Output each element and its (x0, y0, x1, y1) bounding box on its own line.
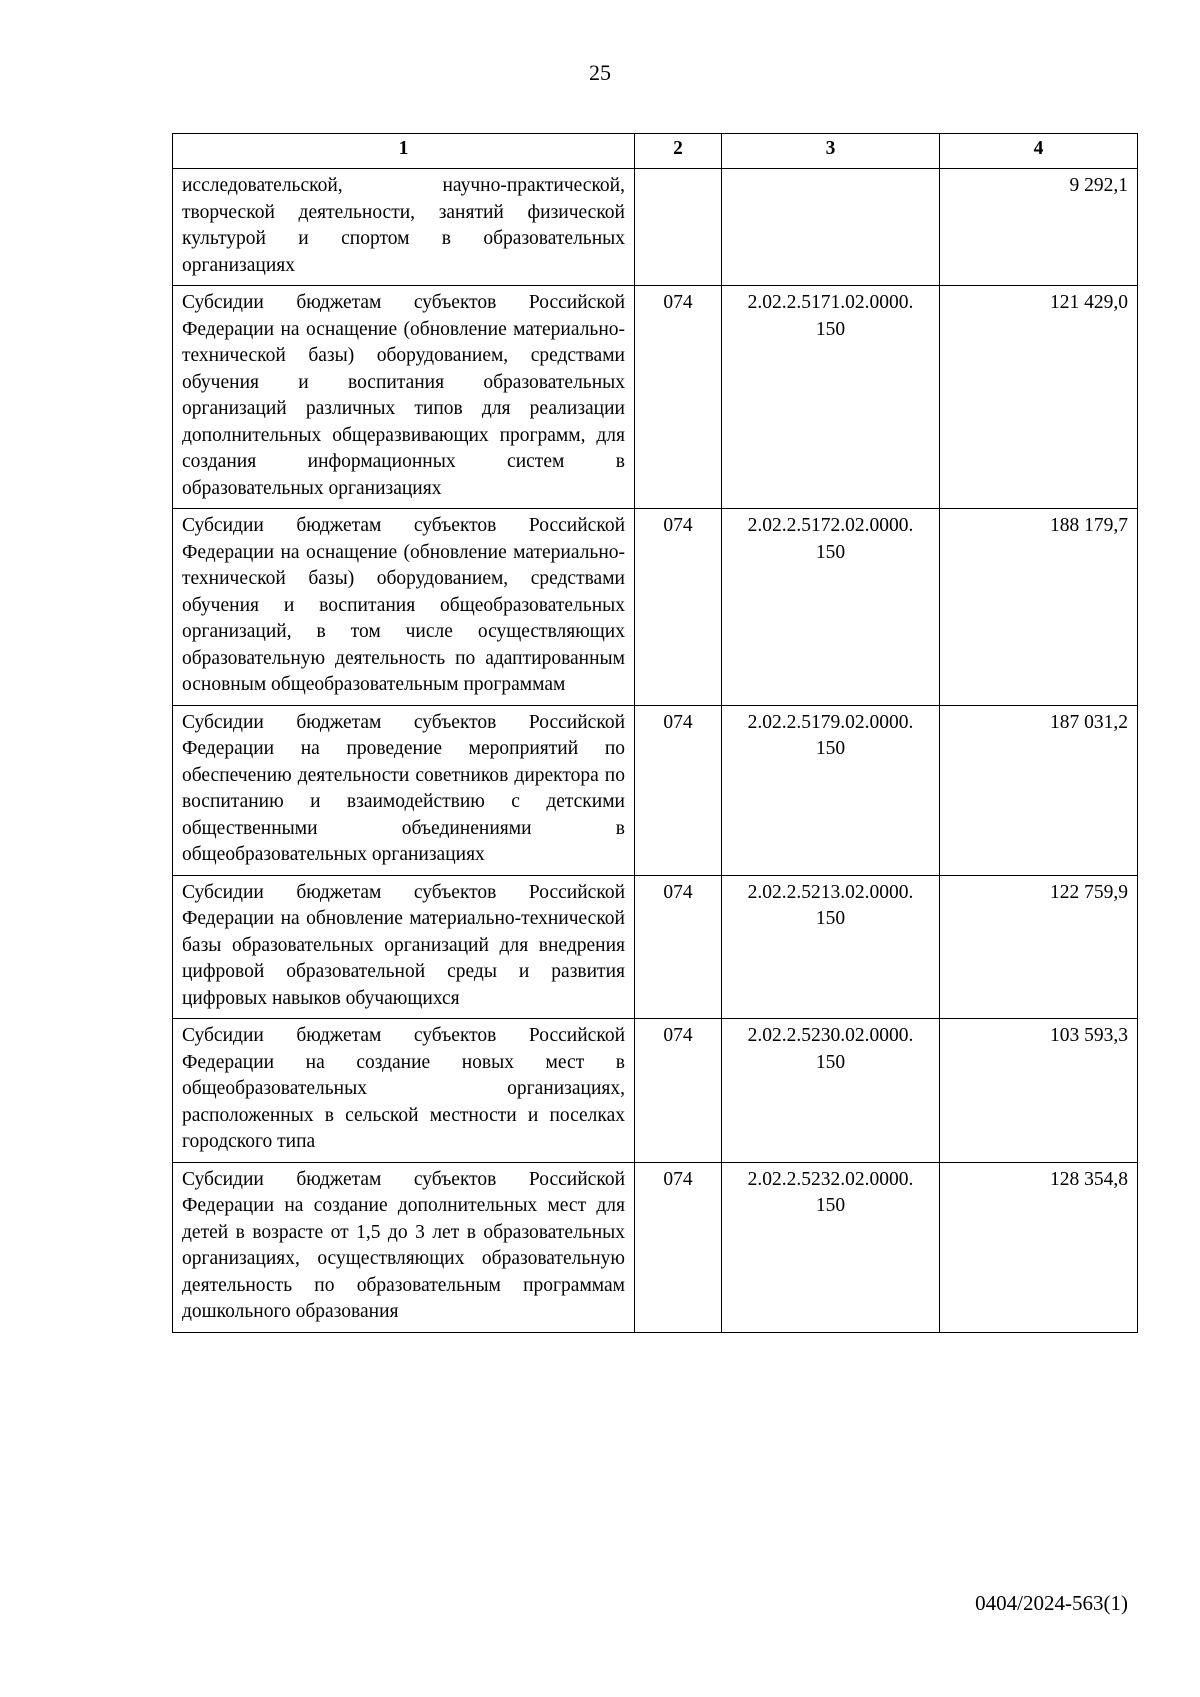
table-row (173, 1162, 1138, 1332)
row-amount: 122 759,9 (940, 875, 1138, 1019)
row-amount: 9 292,1 (940, 169, 1138, 286)
row-code: 074 (635, 509, 722, 706)
row-code: 074 (635, 286, 722, 509)
row-amount: 121 429,0 (940, 286, 1138, 509)
table-row (173, 875, 1138, 1019)
row-amount: 128 354,8 (940, 1162, 1138, 1332)
table-row (173, 169, 1138, 286)
row-code: 074 (635, 1162, 722, 1332)
table-row (173, 286, 1138, 509)
row-description: Субсидии бюджетам субъектов Российской Федерации на создание дополнительных мест для детей в возрасте от 1,5 до 3 лет в образовательных организациях, осуществляющих образовательную деятельность по образовательным программам дошкольного образования (173, 1162, 635, 1332)
row-amount: 188 179,7 (940, 509, 1138, 706)
table-row (173, 705, 1138, 875)
row-kbk: 2.02.2.5172.02.0000. 150 (722, 509, 940, 706)
header-col-1: 1 (173, 134, 635, 169)
header-col-3: 3 (722, 134, 940, 169)
table-body (173, 169, 1138, 1333)
header-col-2: 2 (635, 134, 722, 169)
row-kbk: 2.02.2.5179.02.0000. 150 (722, 705, 940, 875)
row-code (635, 169, 722, 286)
row-kbk: 2.02.2.5213.02.0000. 150 (722, 875, 940, 1019)
row-kbk: 2.02.2.5171.02.0000. 150 (722, 286, 940, 509)
row-description: Субсидии бюджетам субъектов Российской Федерации на оснащение (обновление материально-технической базы) оборудованием, средствами обучения и воспитания общеобразовательных организаций, в том числе осуществляющих образовательную деятельность по адаптированным основным общеобразовательным программам (173, 509, 635, 706)
row-description: Субсидии бюджетам субъектов Российской Федерации на оснащение (обновление материально-технической базы) оборудованием, средствами обучения и воспитания образовательных организаций различных типов для реализации дополнительных общеразвивающих программ, для создания информационных систем в образовательных организациях (173, 286, 635, 509)
header-row (173, 134, 1138, 169)
row-description: Субсидии бюджетам субъектов Российской Федерации на проведение мероприятий по обеспечению деятельности советников директора по воспитанию и взаимодействию с детскими общественными объединениями в общеобразовательных организациях (173, 705, 635, 875)
row-kbk: 2.02.2.5232.02.0000. 150 (722, 1162, 940, 1332)
row-description: Субсидии бюджетам субъектов Российской Федерации на создание новых мест в общеобразовательных организациях, расположенных в сельской местности и поселках городского типа (173, 1019, 635, 1163)
row-kbk: 2.02.2.5230.02.0000. 150 (722, 1019, 940, 1163)
page-number: 25 (589, 60, 611, 85)
row-amount: 187 031,2 (940, 705, 1138, 875)
row-description: Субсидии бюджетам субъектов Российской Федерации на обновление материально-технической базы образовательных организаций для внедрения цифровой образовательной среды и развития цифровых навыков обучающихся (173, 875, 635, 1019)
row-description: исследовательской, научно-практической, творческой деятельности, занятий физической культурой и спортом в образовательных организациях (173, 169, 635, 286)
row-code: 074 (635, 1019, 722, 1163)
table-row (173, 1019, 1138, 1163)
table-header (173, 134, 1138, 169)
document-number: 0404/2024-563(1) (975, 1591, 1128, 1615)
table-row (173, 509, 1138, 706)
header-col-4: 4 (940, 134, 1138, 169)
row-kbk (722, 169, 940, 286)
row-code: 074 (635, 705, 722, 875)
row-amount: 103 593,3 (940, 1019, 1138, 1163)
budget-table (172, 133, 1138, 1333)
row-code: 074 (635, 875, 722, 1019)
